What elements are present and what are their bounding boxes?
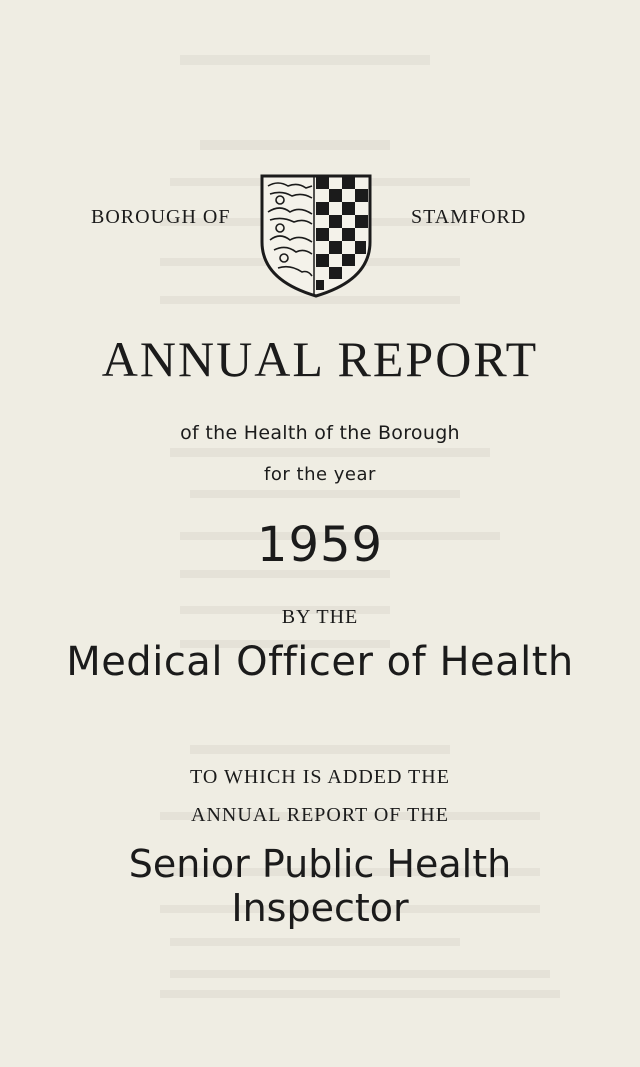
subtitle-line-2: for the year [264, 464, 376, 485]
report-year: 1959 [256, 517, 384, 573]
officer-title: Medical Officer of Health [66, 639, 574, 685]
header-stamford: STAMFORD [411, 206, 527, 228]
coat-of-arms-icon [258, 172, 374, 300]
header-row [0, 168, 640, 298]
inspector-title-line-2: Inspector [231, 886, 409, 930]
report-title: ANNUAL REPORT [101, 331, 539, 387]
by-the-label: BY THE [281, 606, 359, 628]
subtitle-line-1: of the Health of the Borough [180, 422, 460, 444]
header-borough-of: BOROUGH OF [91, 206, 231, 228]
added-line-2: ANNUAL REPORT OF THE [191, 804, 449, 826]
inspector-title-line-1: Senior Public Health [128, 842, 512, 886]
added-line-1: TO WHICH IS ADDED THE [190, 766, 450, 788]
